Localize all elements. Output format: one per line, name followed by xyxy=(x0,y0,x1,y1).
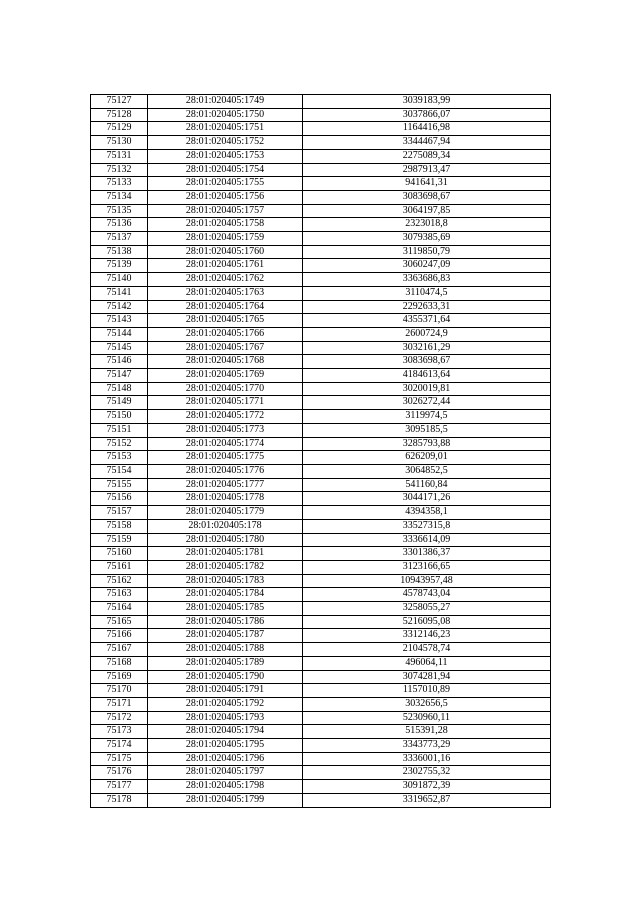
cadastral-number-cell: 28:01:020405:1793 xyxy=(148,711,303,725)
table-row xyxy=(91,464,551,478)
value-cell: 541160,84 xyxy=(303,478,551,492)
value-cell: 2275089,34 xyxy=(303,149,551,163)
value-cell: 2302755,32 xyxy=(303,766,551,780)
value-cell: 3020019,81 xyxy=(303,382,551,396)
table-row xyxy=(91,533,551,547)
table-row xyxy=(91,739,551,753)
cadastral-number-cell: 28:01:020405:1780 xyxy=(148,533,303,547)
cadastral-number-cell: 28:01:020405:1774 xyxy=(148,437,303,451)
table-row xyxy=(91,396,551,410)
row-number-cell: 75176 xyxy=(91,766,148,780)
cadastral-number-cell: 28:01:020405:1769 xyxy=(148,369,303,383)
value-cell: 5230960,11 xyxy=(303,711,551,725)
row-number-cell: 75162 xyxy=(91,574,148,588)
table-row xyxy=(91,725,551,739)
cadastral-number-cell: 28:01:020405:1778 xyxy=(148,492,303,506)
row-number-cell: 75173 xyxy=(91,725,148,739)
value-cell: 3032656,5 xyxy=(303,697,551,711)
table-row xyxy=(91,656,551,670)
table-row xyxy=(91,355,551,369)
cadastral-number-cell: 28:01:020405:1799 xyxy=(148,793,303,807)
cadastral-number-cell: 28:01:020405:1754 xyxy=(148,163,303,177)
cadastral-number-cell: 28:01:020405:1771 xyxy=(148,396,303,410)
table-row xyxy=(91,560,551,574)
row-number-cell: 75178 xyxy=(91,793,148,807)
value-cell: 1157010,89 xyxy=(303,684,551,698)
value-cell: 4184613,64 xyxy=(303,369,551,383)
cadastral-number-cell: 28:01:020405:1795 xyxy=(148,739,303,753)
cadastral-number-cell: 28:01:020405:1773 xyxy=(148,423,303,437)
cadastral-number-cell: 28:01:020405:1756 xyxy=(148,190,303,204)
row-number-cell: 75134 xyxy=(91,190,148,204)
cadastral-number-cell: 28:01:020405:1782 xyxy=(148,560,303,574)
value-cell: 3258055,27 xyxy=(303,602,551,616)
row-number-cell: 75128 xyxy=(91,108,148,122)
cadastral-number-cell: 28:01:020405:1788 xyxy=(148,643,303,657)
cadastral-number-cell: 28:01:020405:1760 xyxy=(148,245,303,259)
value-cell: 496064,11 xyxy=(303,656,551,670)
row-number-cell: 75143 xyxy=(91,314,148,328)
value-cell: 3336001,16 xyxy=(303,752,551,766)
row-number-cell: 75148 xyxy=(91,382,148,396)
value-cell: 4355371,64 xyxy=(303,314,551,328)
cadastral-number-cell: 28:01:020405:1749 xyxy=(148,95,303,109)
table-row xyxy=(91,177,551,191)
cadastral-number-cell: 28:01:020405:1768 xyxy=(148,355,303,369)
row-number-cell: 75145 xyxy=(91,341,148,355)
cadastral-number-cell: 28:01:020405:1765 xyxy=(148,314,303,328)
table-row xyxy=(91,341,551,355)
row-number-cell: 75136 xyxy=(91,218,148,232)
cadastral-number-cell: 28:01:020405:1762 xyxy=(148,273,303,287)
table-row xyxy=(91,218,551,232)
cadastral-number-cell: 28:01:020405:1796 xyxy=(148,752,303,766)
value-cell: 10943957,48 xyxy=(303,574,551,588)
row-number-cell: 75142 xyxy=(91,300,148,314)
table-row xyxy=(91,711,551,725)
row-number-cell: 75166 xyxy=(91,629,148,643)
cadastral-number-cell: 28:01:020405:1798 xyxy=(148,780,303,794)
cadastral-number-cell: 28:01:020405:1776 xyxy=(148,464,303,478)
value-cell: 3074281,94 xyxy=(303,670,551,684)
table-row xyxy=(91,588,551,602)
row-number-cell: 75141 xyxy=(91,286,148,300)
table-row xyxy=(91,574,551,588)
row-number-cell: 75150 xyxy=(91,410,148,424)
value-cell: 626209,01 xyxy=(303,451,551,465)
row-number-cell: 75154 xyxy=(91,464,148,478)
table-row xyxy=(91,451,551,465)
row-number-cell: 75177 xyxy=(91,780,148,794)
row-number-cell: 75131 xyxy=(91,149,148,163)
table-row xyxy=(91,314,551,328)
cadastral-number-cell: 28:01:020405:1761 xyxy=(148,259,303,273)
value-cell: 3064197,85 xyxy=(303,204,551,218)
row-number-cell: 75147 xyxy=(91,369,148,383)
table-row xyxy=(91,273,551,287)
table-row xyxy=(91,410,551,424)
cadastral-number-cell: 28:01:020405:1792 xyxy=(148,697,303,711)
table-row xyxy=(91,245,551,259)
value-cell: 1164416,98 xyxy=(303,122,551,136)
row-number-cell: 75133 xyxy=(91,177,148,191)
cadastral-number-cell: 28:01:020405:1758 xyxy=(148,218,303,232)
table-row xyxy=(91,232,551,246)
row-number-cell: 75153 xyxy=(91,451,148,465)
value-cell: 3083698,67 xyxy=(303,355,551,369)
cadastral-number-cell: 28:01:020405:1775 xyxy=(148,451,303,465)
row-number-cell: 75155 xyxy=(91,478,148,492)
row-number-cell: 75151 xyxy=(91,423,148,437)
row-number-cell: 75159 xyxy=(91,533,148,547)
table-row xyxy=(91,163,551,177)
cadastral-number-cell: 28:01:020405:1767 xyxy=(148,341,303,355)
table-row xyxy=(91,492,551,506)
value-cell: 3285793,88 xyxy=(303,437,551,451)
row-number-cell: 75163 xyxy=(91,588,148,602)
value-cell: 2600724,9 xyxy=(303,327,551,341)
cadastral-number-cell: 28:01:020405:178 xyxy=(148,519,303,533)
value-cell: 2323018,8 xyxy=(303,218,551,232)
value-cell: 3319652,87 xyxy=(303,793,551,807)
table-row xyxy=(91,190,551,204)
table-row xyxy=(91,327,551,341)
row-number-cell: 75174 xyxy=(91,739,148,753)
row-number-cell: 75139 xyxy=(91,259,148,273)
row-number-cell: 75156 xyxy=(91,492,148,506)
row-number-cell: 75170 xyxy=(91,684,148,698)
table-row xyxy=(91,602,551,616)
cadastral-number-cell: 28:01:020405:1787 xyxy=(148,629,303,643)
row-number-cell: 75138 xyxy=(91,245,148,259)
table-row xyxy=(91,793,551,807)
row-number-cell: 75132 xyxy=(91,163,148,177)
row-number-cell: 75165 xyxy=(91,615,148,629)
value-cell: 3044171,26 xyxy=(303,492,551,506)
cadastral-number-cell: 28:01:020405:1777 xyxy=(148,478,303,492)
value-cell: 5216095,08 xyxy=(303,615,551,629)
cadastral-number-cell: 28:01:020405:1751 xyxy=(148,122,303,136)
table-row xyxy=(91,478,551,492)
cadastral-number-cell: 28:01:020405:1755 xyxy=(148,177,303,191)
value-cell: 3301386,37 xyxy=(303,547,551,561)
row-number-cell: 75140 xyxy=(91,273,148,287)
row-number-cell: 75160 xyxy=(91,547,148,561)
cadastral-number-cell: 28:01:020405:1750 xyxy=(148,108,303,122)
value-cell: 3039183,99 xyxy=(303,95,551,109)
table-row xyxy=(91,300,551,314)
row-number-cell: 75168 xyxy=(91,656,148,670)
value-cell: 941641,31 xyxy=(303,177,551,191)
row-number-cell: 75144 xyxy=(91,327,148,341)
row-number-cell: 75129 xyxy=(91,122,148,136)
row-number-cell: 75127 xyxy=(91,95,148,109)
row-number-cell: 75152 xyxy=(91,437,148,451)
cadastral-number-cell: 28:01:020405:1794 xyxy=(148,725,303,739)
value-cell: 2104578,74 xyxy=(303,643,551,657)
value-cell: 3091872,39 xyxy=(303,780,551,794)
row-number-cell: 75172 xyxy=(91,711,148,725)
cadastral-number-cell: 28:01:020405:1772 xyxy=(148,410,303,424)
table-row xyxy=(91,615,551,629)
row-number-cell: 75130 xyxy=(91,136,148,150)
value-cell: 3079385,69 xyxy=(303,232,551,246)
row-number-cell: 75137 xyxy=(91,232,148,246)
table-row xyxy=(91,684,551,698)
table-row xyxy=(91,506,551,520)
value-cell: 3110474,5 xyxy=(303,286,551,300)
value-cell: 3064852,5 xyxy=(303,464,551,478)
table-row xyxy=(91,136,551,150)
cadastral-number-cell: 28:01:020405:1783 xyxy=(148,574,303,588)
table-row xyxy=(91,259,551,273)
table-row xyxy=(91,149,551,163)
cadastral-number-cell: 28:01:020405:1784 xyxy=(148,588,303,602)
value-cell: 3032161,29 xyxy=(303,341,551,355)
value-cell: 3363686,83 xyxy=(303,273,551,287)
value-cell: 515391,28 xyxy=(303,725,551,739)
row-number-cell: 75164 xyxy=(91,602,148,616)
table-row xyxy=(91,382,551,396)
value-cell: 3083698,67 xyxy=(303,190,551,204)
value-cell: 2987913,47 xyxy=(303,163,551,177)
table-row xyxy=(91,369,551,383)
cadastral-value-table xyxy=(90,94,551,808)
value-cell: 3312146,23 xyxy=(303,629,551,643)
table-row xyxy=(91,423,551,437)
cadastral-number-cell: 28:01:020405:1757 xyxy=(148,204,303,218)
cadastral-number-cell: 28:01:020405:1763 xyxy=(148,286,303,300)
row-number-cell: 75157 xyxy=(91,506,148,520)
value-cell: 3026272,44 xyxy=(303,396,551,410)
table-row xyxy=(91,286,551,300)
table-row xyxy=(91,95,551,109)
table-row xyxy=(91,437,551,451)
row-number-cell: 75146 xyxy=(91,355,148,369)
table-row xyxy=(91,629,551,643)
value-cell: 33527315,8 xyxy=(303,519,551,533)
cadastral-number-cell: 28:01:020405:1797 xyxy=(148,766,303,780)
row-number-cell: 75167 xyxy=(91,643,148,657)
row-number-cell: 75135 xyxy=(91,204,148,218)
cadastral-number-cell: 28:01:020405:1789 xyxy=(148,656,303,670)
row-number-cell: 75169 xyxy=(91,670,148,684)
row-number-cell: 75149 xyxy=(91,396,148,410)
value-cell: 3343773,29 xyxy=(303,739,551,753)
table-body xyxy=(91,95,551,808)
table-row xyxy=(91,108,551,122)
row-number-cell: 75171 xyxy=(91,697,148,711)
value-cell: 3060247,09 xyxy=(303,259,551,273)
table-row xyxy=(91,752,551,766)
value-cell: 3336614,09 xyxy=(303,533,551,547)
table-row xyxy=(91,643,551,657)
value-cell: 3123166,65 xyxy=(303,560,551,574)
table-row xyxy=(91,670,551,684)
table-row xyxy=(91,780,551,794)
table-row xyxy=(91,697,551,711)
cadastral-number-cell: 28:01:020405:1791 xyxy=(148,684,303,698)
table-row xyxy=(91,122,551,136)
table-row xyxy=(91,519,551,533)
value-cell: 3119850,79 xyxy=(303,245,551,259)
cadastral-number-cell: 28:01:020405:1752 xyxy=(148,136,303,150)
value-cell: 3344467,94 xyxy=(303,136,551,150)
value-cell: 4578743,04 xyxy=(303,588,551,602)
cadastral-number-cell: 28:01:020405:1759 xyxy=(148,232,303,246)
cadastral-number-cell: 28:01:020405:1779 xyxy=(148,506,303,520)
cadastral-number-cell: 28:01:020405:1786 xyxy=(148,615,303,629)
value-cell: 3119974,5 xyxy=(303,410,551,424)
cadastral-number-cell: 28:01:020405:1764 xyxy=(148,300,303,314)
table-row xyxy=(91,204,551,218)
value-cell: 3037866,07 xyxy=(303,108,551,122)
row-number-cell: 75158 xyxy=(91,519,148,533)
cadastral-number-cell: 28:01:020405:1753 xyxy=(148,149,303,163)
value-cell: 4394358,1 xyxy=(303,506,551,520)
cadastral-number-cell: 28:01:020405:1790 xyxy=(148,670,303,684)
row-number-cell: 75161 xyxy=(91,560,148,574)
table-row xyxy=(91,547,551,561)
table-row xyxy=(91,766,551,780)
cadastral-number-cell: 28:01:020405:1770 xyxy=(148,382,303,396)
value-cell: 3095185,5 xyxy=(303,423,551,437)
row-number-cell: 75175 xyxy=(91,752,148,766)
cadastral-number-cell: 28:01:020405:1785 xyxy=(148,602,303,616)
cadastral-number-cell: 28:01:020405:1781 xyxy=(148,547,303,561)
cadastral-number-cell: 28:01:020405:1766 xyxy=(148,327,303,341)
value-cell: 2292633,31 xyxy=(303,300,551,314)
